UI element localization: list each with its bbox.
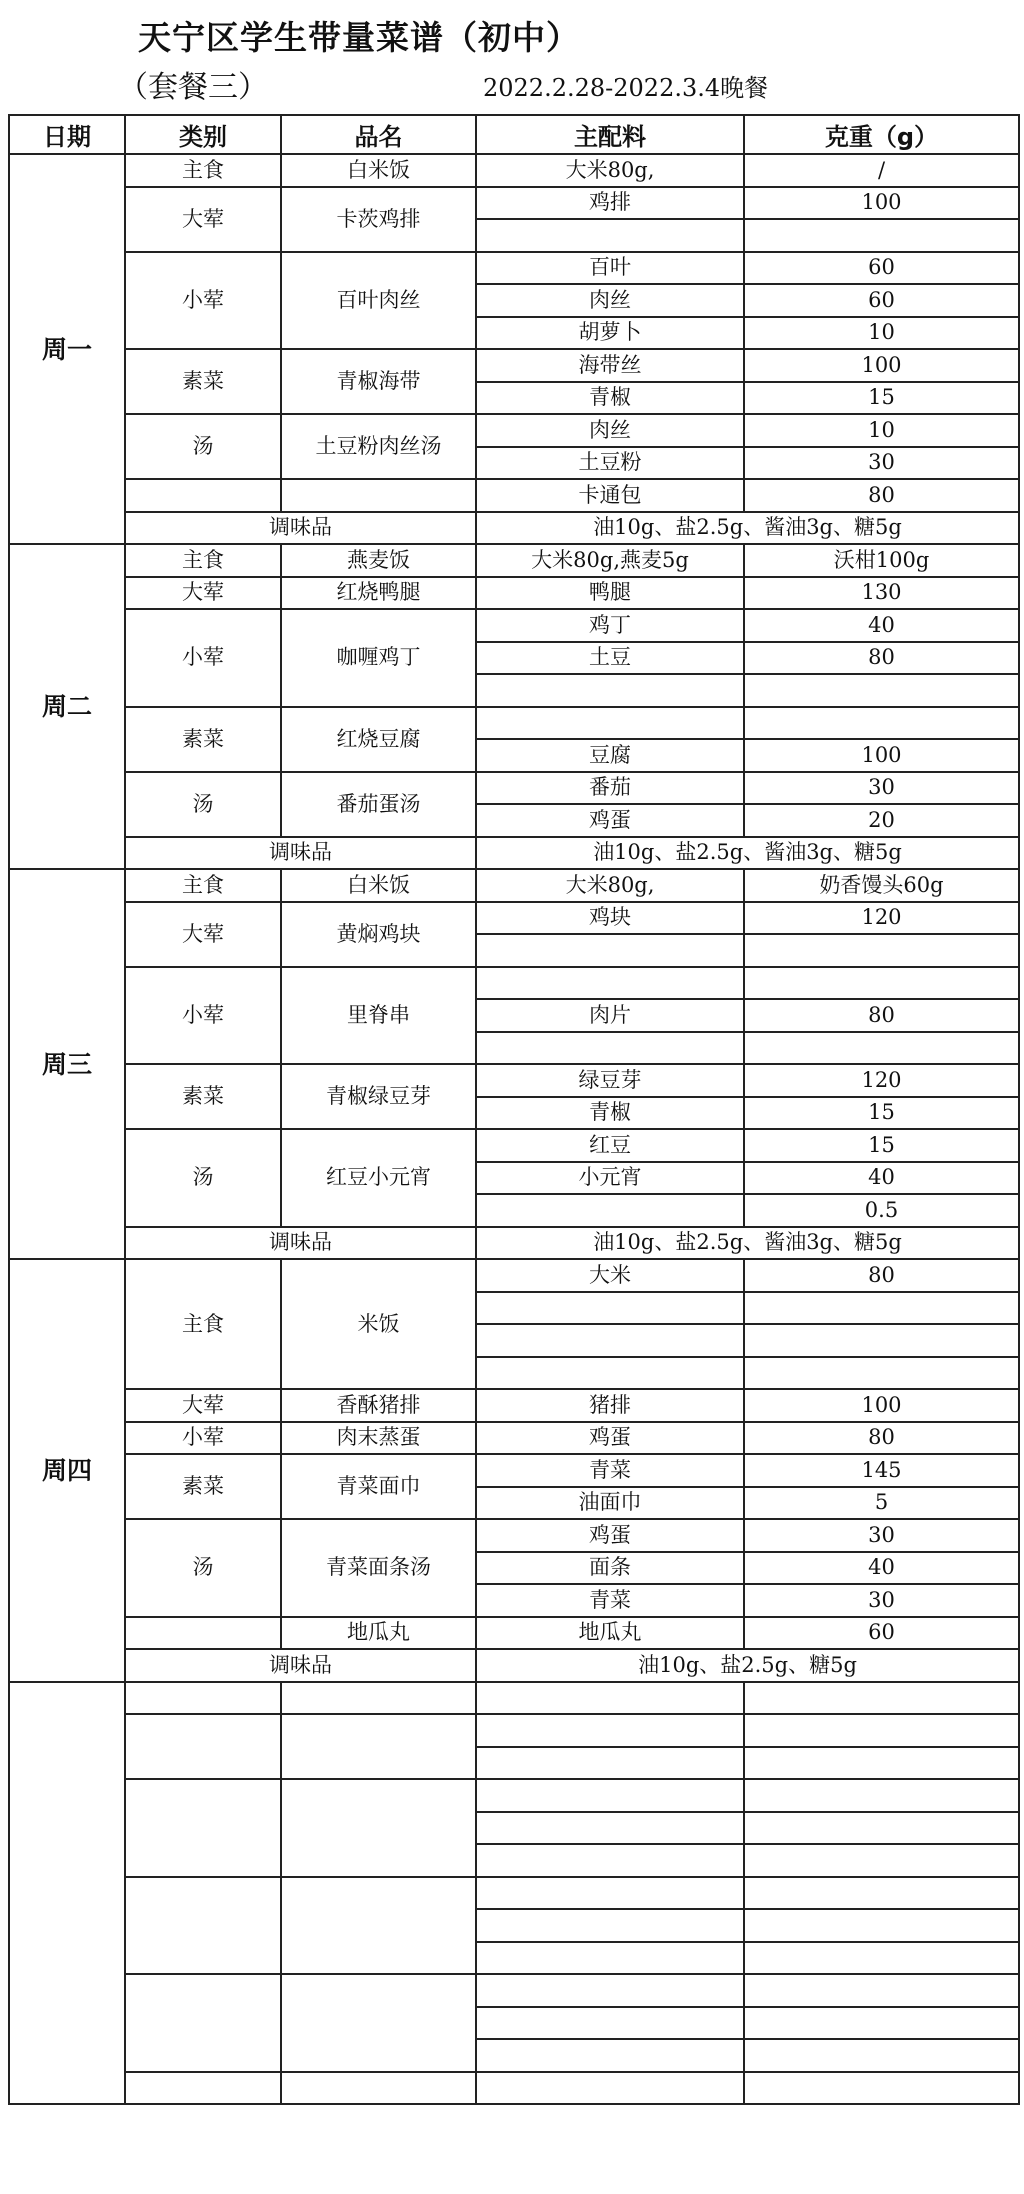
ingredient-cell: 绿豆芽	[476, 1064, 744, 1097]
ingredient-cell: 青菜	[476, 1454, 744, 1487]
weight-cell: 60	[744, 252, 1019, 285]
weight-cell: 30	[744, 1584, 1019, 1617]
weight-cell	[744, 1357, 1019, 1390]
column-header-category: 类别	[125, 115, 281, 154]
ingredient-cell: 肉丝	[476, 284, 744, 317]
weight-cell	[744, 1292, 1019, 1325]
category-cell: 主食	[125, 1259, 281, 1389]
ingredient-cell	[476, 1877, 744, 1910]
ingredient-cell: 鸡丁	[476, 609, 744, 642]
ingredient-cell: 土豆	[476, 642, 744, 675]
ingredient-cell: 鸡蛋	[476, 1519, 744, 1552]
table-row	[9, 349, 1019, 382]
table-row	[9, 1974, 1019, 2007]
column-header-ingredients: 主配料	[476, 115, 744, 154]
weight-cell	[744, 2007, 1019, 2040]
page-title: 天宁区学生带量菜谱（初中）	[138, 18, 580, 57]
weight-cell: 30	[744, 772, 1019, 805]
table-row	[9, 187, 1019, 220]
ingredient-cell	[476, 1324, 744, 1357]
weight-cell: 80	[744, 1259, 1019, 1292]
weight-cell: 15	[744, 1097, 1019, 1130]
weight-cell: 30	[744, 1519, 1019, 1552]
weight-cell	[744, 1682, 1019, 1715]
dish-cell: 里脊串	[281, 967, 476, 1065]
ingredient-cell: 肉丝	[476, 414, 744, 447]
dish-cell: 青菜面巾	[281, 1454, 476, 1519]
seasoning-row	[9, 1227, 1019, 1260]
dish-cell: 百叶肉丝	[281, 252, 476, 350]
category-cell	[125, 479, 281, 512]
weight-cell: 100	[744, 739, 1019, 772]
seasoning-label: 调味品	[125, 837, 476, 870]
table-row	[9, 1129, 1019, 1162]
weight-cell: 80	[744, 479, 1019, 512]
dish-cell: 红豆小元宵	[281, 1129, 476, 1227]
table-row	[9, 479, 1019, 512]
ingredient-cell	[476, 2007, 744, 2040]
ingredient-cell	[476, 2072, 744, 2105]
seasoning-value: 油10g、盐2.5g、酱油3g、糖5g	[476, 512, 1019, 545]
weight-cell	[744, 1974, 1019, 2007]
weight-cell: 沃柑100g	[744, 544, 1019, 577]
ingredient-cell: 大米80g,	[476, 154, 744, 187]
category-cell: 汤	[125, 414, 281, 479]
ingredient-cell	[476, 1032, 744, 1065]
category-cell	[125, 1617, 281, 1650]
category-cell: 主食	[125, 154, 281, 187]
ingredient-cell: 卡通包	[476, 479, 744, 512]
ingredient-cell: 青椒	[476, 1097, 744, 1130]
ingredient-cell	[476, 1779, 744, 1812]
ingredient-cell	[476, 934, 744, 967]
weight-cell	[744, 1324, 1019, 1357]
category-cell	[125, 1779, 281, 1877]
weight-cell: 130	[744, 577, 1019, 610]
seasoning-label: 调味品	[125, 512, 476, 545]
category-cell: 大荤	[125, 187, 281, 252]
table-row	[9, 1519, 1019, 1552]
ingredient-cell: 鸡块	[476, 902, 744, 935]
weight-cell	[744, 1747, 1019, 1780]
ingredient-cell: 海带丝	[476, 349, 744, 382]
ingredient-cell: 红豆	[476, 1129, 744, 1162]
ingredient-cell: 青椒	[476, 382, 744, 415]
seasoning-row	[9, 837, 1019, 870]
weight-cell	[744, 707, 1019, 740]
dish-cell	[281, 1779, 476, 1877]
table-row	[9, 707, 1019, 740]
category-cell: 小荤	[125, 252, 281, 350]
weight-cell: 10	[744, 317, 1019, 350]
category-cell	[125, 1877, 281, 1975]
ingredient-cell: 油面巾	[476, 1487, 744, 1520]
dish-cell: 米饭	[281, 1259, 476, 1389]
category-cell: 主食	[125, 544, 281, 577]
table-row	[9, 1259, 1019, 1292]
weight-cell	[744, 2039, 1019, 2072]
dish-cell: 香酥猪排	[281, 1389, 476, 1422]
weight-cell: 40	[744, 1552, 1019, 1585]
dish-cell: 白米饭	[281, 869, 476, 902]
category-cell	[125, 1714, 281, 1779]
weight-cell: 5	[744, 1487, 1019, 1520]
dish-cell: 地瓜丸	[281, 1617, 476, 1650]
table-row	[9, 1617, 1019, 1650]
weight-cell: 60	[744, 1617, 1019, 1650]
table-row	[9, 609, 1019, 642]
ingredient-cell: 面条	[476, 1552, 744, 1585]
ingredient-cell: 鸡排	[476, 187, 744, 220]
day-label	[9, 1682, 125, 2105]
dish-cell: 番茄蛋汤	[281, 772, 476, 837]
ingredient-cell: 肉片	[476, 999, 744, 1032]
day-label: 周一	[9, 154, 125, 544]
column-header-date: 日期	[9, 115, 125, 154]
ingredient-cell: 鸭腿	[476, 577, 744, 610]
ingredient-cell	[476, 1194, 744, 1227]
category-cell: 汤	[125, 772, 281, 837]
dish-cell: 青菜面条汤	[281, 1519, 476, 1617]
ingredient-cell	[476, 1974, 744, 2007]
table-row	[9, 252, 1019, 285]
ingredient-cell	[476, 1357, 744, 1390]
weight-cell: 80	[744, 1422, 1019, 1455]
category-cell: 小荤	[125, 967, 281, 1065]
category-cell	[125, 2072, 281, 2105]
dish-cell	[281, 1682, 476, 1715]
category-cell: 素菜	[125, 349, 281, 414]
table-row	[9, 967, 1019, 1000]
dish-cell: 红烧鸭腿	[281, 577, 476, 610]
table-row	[9, 414, 1019, 447]
seasoning-row	[9, 1649, 1019, 1682]
ingredient-cell: 豆腐	[476, 739, 744, 772]
dish-cell	[281, 1714, 476, 1779]
weight-cell: 80	[744, 642, 1019, 675]
category-cell: 主食	[125, 869, 281, 902]
dish-cell: 白米饭	[281, 154, 476, 187]
weight-cell: 100	[744, 187, 1019, 220]
weight-cell	[744, 967, 1019, 1000]
ingredient-cell	[476, 219, 744, 252]
table-row	[9, 154, 1019, 187]
category-cell: 汤	[125, 1519, 281, 1617]
weight-cell	[744, 1714, 1019, 1747]
seasoning-label: 调味品	[125, 1649, 476, 1682]
weight-cell: 15	[744, 1129, 1019, 1162]
ingredient-cell	[476, 707, 744, 740]
weight-cell: 30	[744, 447, 1019, 480]
weight-cell	[744, 1779, 1019, 1812]
dish-cell	[281, 1974, 476, 2072]
category-cell: 素菜	[125, 1064, 281, 1129]
ingredient-cell: 猪排	[476, 1389, 744, 1422]
category-cell	[125, 1974, 281, 2072]
category-cell: 小荤	[125, 1422, 281, 1455]
weight-cell	[744, 934, 1019, 967]
ingredient-cell	[476, 1909, 744, 1942]
ingredient-cell: 大米80g,燕麦5g	[476, 544, 744, 577]
weight-cell	[744, 1032, 1019, 1065]
dish-cell: 咖喱鸡丁	[281, 609, 476, 707]
dish-cell: 青椒海带	[281, 349, 476, 414]
category-cell: 素菜	[125, 1454, 281, 1519]
ingredient-cell	[476, 1844, 744, 1877]
dish-cell: 土豆粉肉丝汤	[281, 414, 476, 479]
dish-cell: 黄焖鸡块	[281, 902, 476, 967]
table-row	[9, 1779, 1019, 1812]
category-cell: 大荤	[125, 902, 281, 967]
category-cell: 素菜	[125, 707, 281, 772]
weight-cell: 10	[744, 414, 1019, 447]
ingredient-cell	[476, 1292, 744, 1325]
ingredient-cell: 鸡蛋	[476, 1422, 744, 1455]
weight-cell: /	[744, 154, 1019, 187]
table-row	[9, 1454, 1019, 1487]
seasoning-label: 调味品	[125, 1227, 476, 1260]
dish-cell: 肉末蒸蛋	[281, 1422, 476, 1455]
weight-cell: 60	[744, 284, 1019, 317]
day-label: 周四	[9, 1259, 125, 1682]
table-row	[9, 1064, 1019, 1097]
dish-cell: 燕麦饭	[281, 544, 476, 577]
ingredient-cell: 青菜	[476, 1584, 744, 1617]
weight-cell: 奶香馒头60g	[744, 869, 1019, 902]
table-row	[9, 577, 1019, 610]
table-row	[9, 772, 1019, 805]
weight-cell	[744, 674, 1019, 707]
category-cell: 汤	[125, 1129, 281, 1227]
weight-cell: 80	[744, 999, 1019, 1032]
weight-cell	[744, 1942, 1019, 1975]
ingredient-cell	[476, 674, 744, 707]
weight-cell: 100	[744, 1389, 1019, 1422]
table-row	[9, 544, 1019, 577]
weight-cell: 120	[744, 1064, 1019, 1097]
dish-cell	[281, 2072, 476, 2105]
ingredient-cell: 土豆粉	[476, 447, 744, 480]
weight-cell	[744, 1844, 1019, 1877]
weight-cell: 145	[744, 1454, 1019, 1487]
weight-cell	[744, 2072, 1019, 2105]
ingredient-cell	[476, 1714, 744, 1747]
category-cell: 大荤	[125, 577, 281, 610]
ingredient-cell	[476, 1682, 744, 1715]
weight-cell: 20	[744, 804, 1019, 837]
ingredient-cell	[476, 1812, 744, 1845]
ingredient-cell: 小元宵	[476, 1162, 744, 1195]
ingredient-cell	[476, 2039, 744, 2072]
ingredient-cell: 胡萝卜	[476, 317, 744, 350]
category-cell: 小荤	[125, 609, 281, 707]
table-row	[9, 902, 1019, 935]
weight-cell: 40	[744, 609, 1019, 642]
dish-cell: 青椒绿豆芽	[281, 1064, 476, 1129]
table-row	[9, 1682, 1019, 1715]
table-row	[9, 1877, 1019, 1910]
weight-cell	[744, 1909, 1019, 1942]
seasoning-value: 油10g、盐2.5g、酱油3g、糖5g	[476, 837, 1019, 870]
table-row	[9, 1422, 1019, 1455]
weight-cell	[744, 1812, 1019, 1845]
day-label: 周三	[9, 869, 125, 1259]
day-label: 周二	[9, 544, 125, 869]
menu-body	[9, 154, 1019, 2104]
dish-cell	[281, 479, 476, 512]
date-range: 2022.2.28-2022.3.4晚餐	[483, 74, 769, 102]
page-subtitle: （套餐三）	[118, 70, 268, 105]
weight-cell: 100	[744, 349, 1019, 382]
dish-cell: 红烧豆腐	[281, 707, 476, 772]
category-cell	[125, 1682, 281, 1715]
table-row	[9, 1389, 1019, 1422]
seasoning-row	[9, 512, 1019, 545]
seasoning-value: 油10g、盐2.5g、酱油3g、糖5g	[476, 1227, 1019, 1260]
category-cell: 大荤	[125, 1389, 281, 1422]
weight-cell: 120	[744, 902, 1019, 935]
column-header-weight: 克重（g）	[744, 115, 1019, 154]
dish-cell	[281, 1877, 476, 1975]
weight-cell: 0.5	[744, 1194, 1019, 1227]
menu-table	[8, 114, 1020, 2105]
ingredient-cell: 大米80g,	[476, 869, 744, 902]
seasoning-value: 油10g、盐2.5g、糖5g	[476, 1649, 1019, 1682]
sheet-title-area	[8, 10, 1018, 105]
weight-cell	[744, 219, 1019, 252]
weight-cell	[744, 1877, 1019, 1910]
weight-cell: 40	[744, 1162, 1019, 1195]
ingredient-cell: 大米	[476, 1259, 744, 1292]
table-row	[9, 2072, 1019, 2105]
ingredient-cell	[476, 1942, 744, 1975]
ingredient-cell: 地瓜丸	[476, 1617, 744, 1650]
table-row	[9, 869, 1019, 902]
ingredient-cell: 鸡蛋	[476, 804, 744, 837]
table-header-row	[9, 115, 1019, 154]
ingredient-cell: 番茄	[476, 772, 744, 805]
weight-cell: 15	[744, 382, 1019, 415]
ingredient-cell: 百叶	[476, 252, 744, 285]
dish-cell: 卡茨鸡排	[281, 187, 476, 252]
table-row	[9, 1714, 1019, 1747]
ingredient-cell	[476, 1747, 744, 1780]
column-header-dish: 品名	[281, 115, 476, 154]
ingredient-cell	[476, 967, 744, 1000]
